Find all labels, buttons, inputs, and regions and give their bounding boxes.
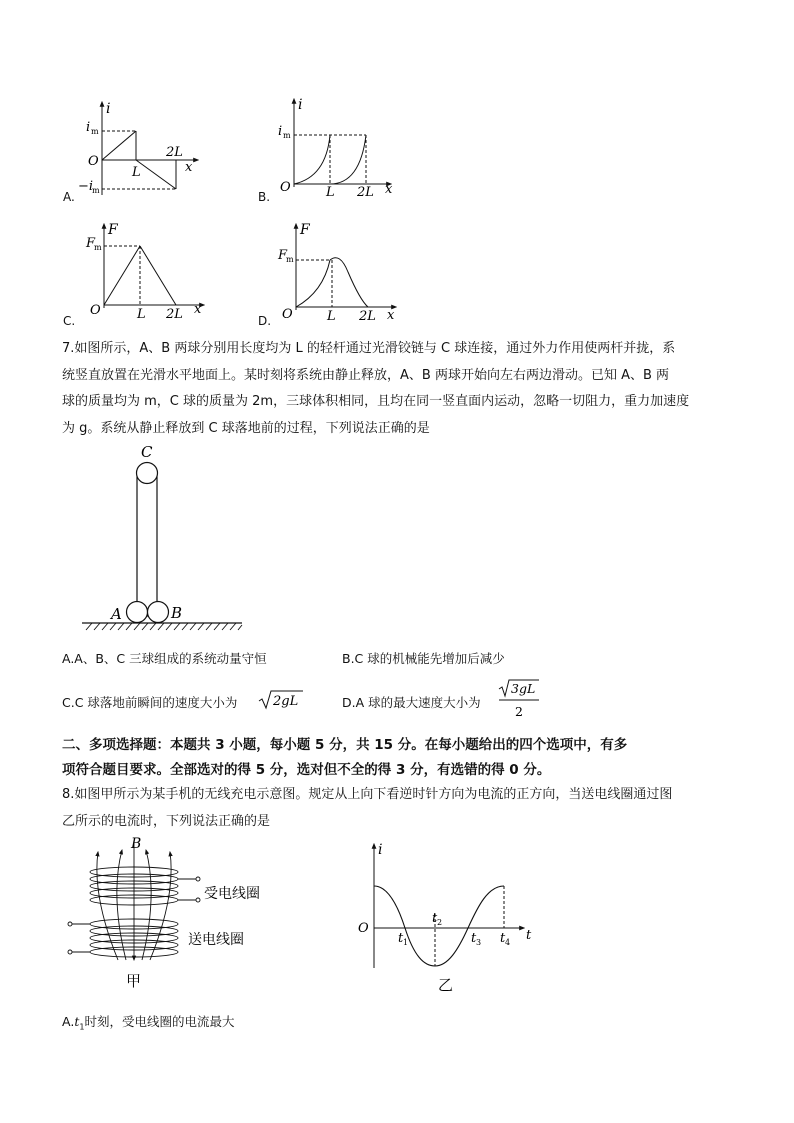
b-label: B [131,836,142,852]
section-2-heading: 二、多项选择题：本题共 3 小题，每小题 5 分，共 15 分。在每小题给出的四个选项中，有多 项符合题目要求。全部选对的得 5 分，选对但不全的得 3 分，有选错的得 0 分。 [62,737,628,778]
graph-c [82,222,222,322]
receive-label: 受电线圈 [204,886,260,902]
caption-yi: 乙 [438,976,454,994]
graph-d [278,222,418,322]
ball-a [127,602,148,623]
svg-text:m: m [286,255,294,264]
max-sub: m [91,127,99,136]
svg-text:x: x [385,182,393,197]
max-label: i [86,120,91,135]
svg-text:2: 2 [515,704,523,719]
y-label: i [106,101,111,117]
curve [136,160,176,189]
question-7-text: 7.如图所示，A、B 两球分别用长度均为 L 的轻杆通过光滑铰链与 C 球连接，通过外力作用使两杆并拢，系 统竖直放置在光滑水平地面上。某时刻将系统由静止释放，A、B 两球开始向左右两边滑动。已知 A、B 两 球的质量均为 m，C 球的质量为 2m，三球体积相同，且均在同一竖直面内运动，忽略一切阻力，重力加速度 为 g。系统从静止释放到 C 球落地前的过程，下列说法正确的是 [62,341,690,436]
svg-text:x: x [194,302,202,317]
svg-text:i: i [298,97,303,113]
curve [104,246,140,305]
svg-text:F: F [300,222,310,238]
curve [296,260,330,307]
label-a: A [111,605,122,623]
receive-coil [90,867,200,905]
svg-text:t: t [432,911,438,926]
svg-text:2L: 2L [359,309,376,324]
curve [294,135,330,184]
svg-text:i: i [378,842,383,858]
caption-jia: 甲 [126,972,142,990]
svg-text:F: F [86,236,96,251]
svg-text:F: F [278,248,288,263]
curve [330,135,366,184]
curve [140,246,176,305]
svg-text:t: t [500,931,506,946]
option-c-label: C. [63,314,76,328]
tick-l: L [132,165,141,180]
x-label: x [185,160,193,175]
rods [137,476,157,616]
svg-text:i: i [278,124,283,139]
q7-option-c-sqrt [257,688,307,712]
send-label: 送电线圈 [188,932,244,948]
min-label: −i [78,179,94,194]
svg-text:t: t [471,931,477,946]
q7-figure [82,440,282,640]
origin-label: O [88,154,99,169]
svg-text:1: 1 [403,938,409,947]
svg-text:2L: 2L [357,185,374,200]
min-sub: m [92,186,100,195]
ball-c [137,463,158,484]
svg-text:3gL: 3gL [511,681,536,696]
q7-option-b: B.C 球的机械能先增加后减少 [342,651,505,666]
label-c: C [141,443,153,461]
svg-text:m: m [283,131,291,140]
graph-a [80,100,220,210]
svg-text:O: O [358,921,369,936]
svg-text:L: L [327,309,336,324]
svg-text:2L: 2L [166,307,183,322]
curve [102,131,136,160]
q7-option-d-frac [497,678,547,722]
svg-text:L: L [137,307,146,322]
svg-text:m: m [94,243,102,252]
question-8-text: 8.如图甲所示为某手机的无线充电示意图。规定从上向下看逆时针方向为电流的正方向，当送电线圈通过图 乙所示的电流时，下列说法正确的是 [62,787,673,829]
label-b: B [171,604,183,622]
ball-b [148,602,169,623]
svg-text:x: x [387,308,395,323]
send-coil [68,919,178,957]
svg-text:4: 4 [505,938,511,947]
q7-option-c: C.C 球落地前瞬间的速度大小为 [62,695,238,710]
q8-option-a: $A.t_1$时刻，受电线圈的电流最大 [62,1014,235,1032]
q7-option-d: D.A 球的最大速度大小为 [342,695,481,710]
svg-text:2: 2 [437,918,443,927]
svg-text:t: t [526,928,532,943]
svg-text:F: F [108,222,118,238]
graph-b [278,97,408,200]
ground-hatch [86,623,242,630]
option-a-label: A. [63,190,75,204]
svg-text:O: O [90,303,101,318]
fig-yi [352,840,542,1000]
svg-text:O: O [282,307,293,322]
svg-text:t: t [398,931,404,946]
svg-text:3: 3 [476,938,482,947]
option-d-label: D. [258,314,272,328]
tick-2l: 2L [166,145,183,160]
fig-jia [66,836,296,996]
q7-option-a: A.A、B、C 三球组成的系统动量守恒 [62,651,267,666]
svg-text:O: O [280,180,291,195]
svg-text:L: L [326,185,335,200]
svg-text:2gL: 2gL [273,694,299,709]
curve [330,258,368,307]
option-b-label: B. [258,190,271,204]
